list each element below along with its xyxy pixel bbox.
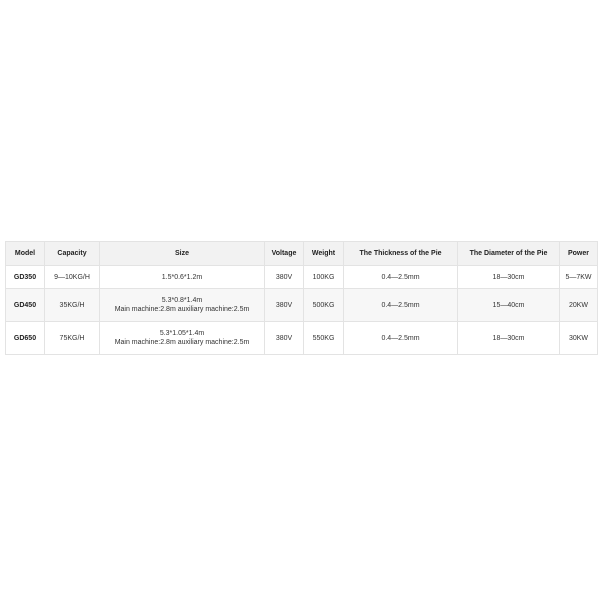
size-cell bbox=[100, 322, 265, 355]
size-cell bbox=[100, 266, 265, 289]
header-voltage: Voltage bbox=[265, 242, 304, 266]
size-line: Main machine:2.8m auxiliary machine:2.5m bbox=[114, 339, 250, 346]
spec-table bbox=[5, 241, 598, 355]
size-line: 5.3*1.05*1.4m bbox=[159, 330, 205, 337]
power-cell: 30KW bbox=[560, 322, 598, 355]
header-power: Power bbox=[560, 242, 598, 266]
model-cell: GD350 bbox=[6, 266, 45, 289]
spec-table-container bbox=[5, 241, 597, 355]
thickness-cell: 0.4—2.5mm bbox=[344, 322, 458, 355]
size-line: Main machine:2.8m auxiliary machine:2.5m bbox=[114, 306, 250, 313]
table-header-row bbox=[6, 242, 598, 266]
model-cell: GD650 bbox=[6, 322, 45, 355]
table-row bbox=[6, 322, 598, 355]
power-cell: 5—7KW bbox=[560, 266, 598, 289]
power-cell: 20KW bbox=[560, 289, 598, 322]
header-size: Size bbox=[100, 242, 265, 266]
weight-cell: 500KG bbox=[304, 289, 344, 322]
table-row bbox=[6, 266, 598, 289]
model-cell: GD450 bbox=[6, 289, 45, 322]
table-row bbox=[6, 289, 598, 322]
voltage-cell: 380V bbox=[265, 289, 304, 322]
voltage-cell: 380V bbox=[265, 322, 304, 355]
thickness-cell: 0.4—2.5mm bbox=[344, 266, 458, 289]
voltage-cell: 380V bbox=[265, 266, 304, 289]
header-diameter: The Diameter of the Pie bbox=[458, 242, 560, 266]
diameter-cell: 18—30cm bbox=[458, 266, 560, 289]
capacity-cell: 75KG/H bbox=[45, 322, 100, 355]
header-model: Model bbox=[6, 242, 45, 266]
header-weight: Weight bbox=[304, 242, 344, 266]
size-line: 5.3*0.8*1.4m bbox=[161, 297, 203, 304]
diameter-cell: 15—40cm bbox=[458, 289, 560, 322]
header-capacity: Capacity bbox=[45, 242, 100, 266]
thickness-cell: 0.4—2.5mm bbox=[344, 289, 458, 322]
size-cell bbox=[100, 289, 265, 322]
weight-cell: 100KG bbox=[304, 266, 344, 289]
diameter-cell: 18—30cm bbox=[458, 322, 560, 355]
capacity-cell: 35KG/H bbox=[45, 289, 100, 322]
header-thickness: The Thickness of the Pie bbox=[344, 242, 458, 266]
capacity-cell: 9—10KG/H bbox=[45, 266, 100, 289]
weight-cell: 550KG bbox=[304, 322, 344, 355]
size-line: 1.5*0.6*1.2m bbox=[161, 273, 203, 281]
